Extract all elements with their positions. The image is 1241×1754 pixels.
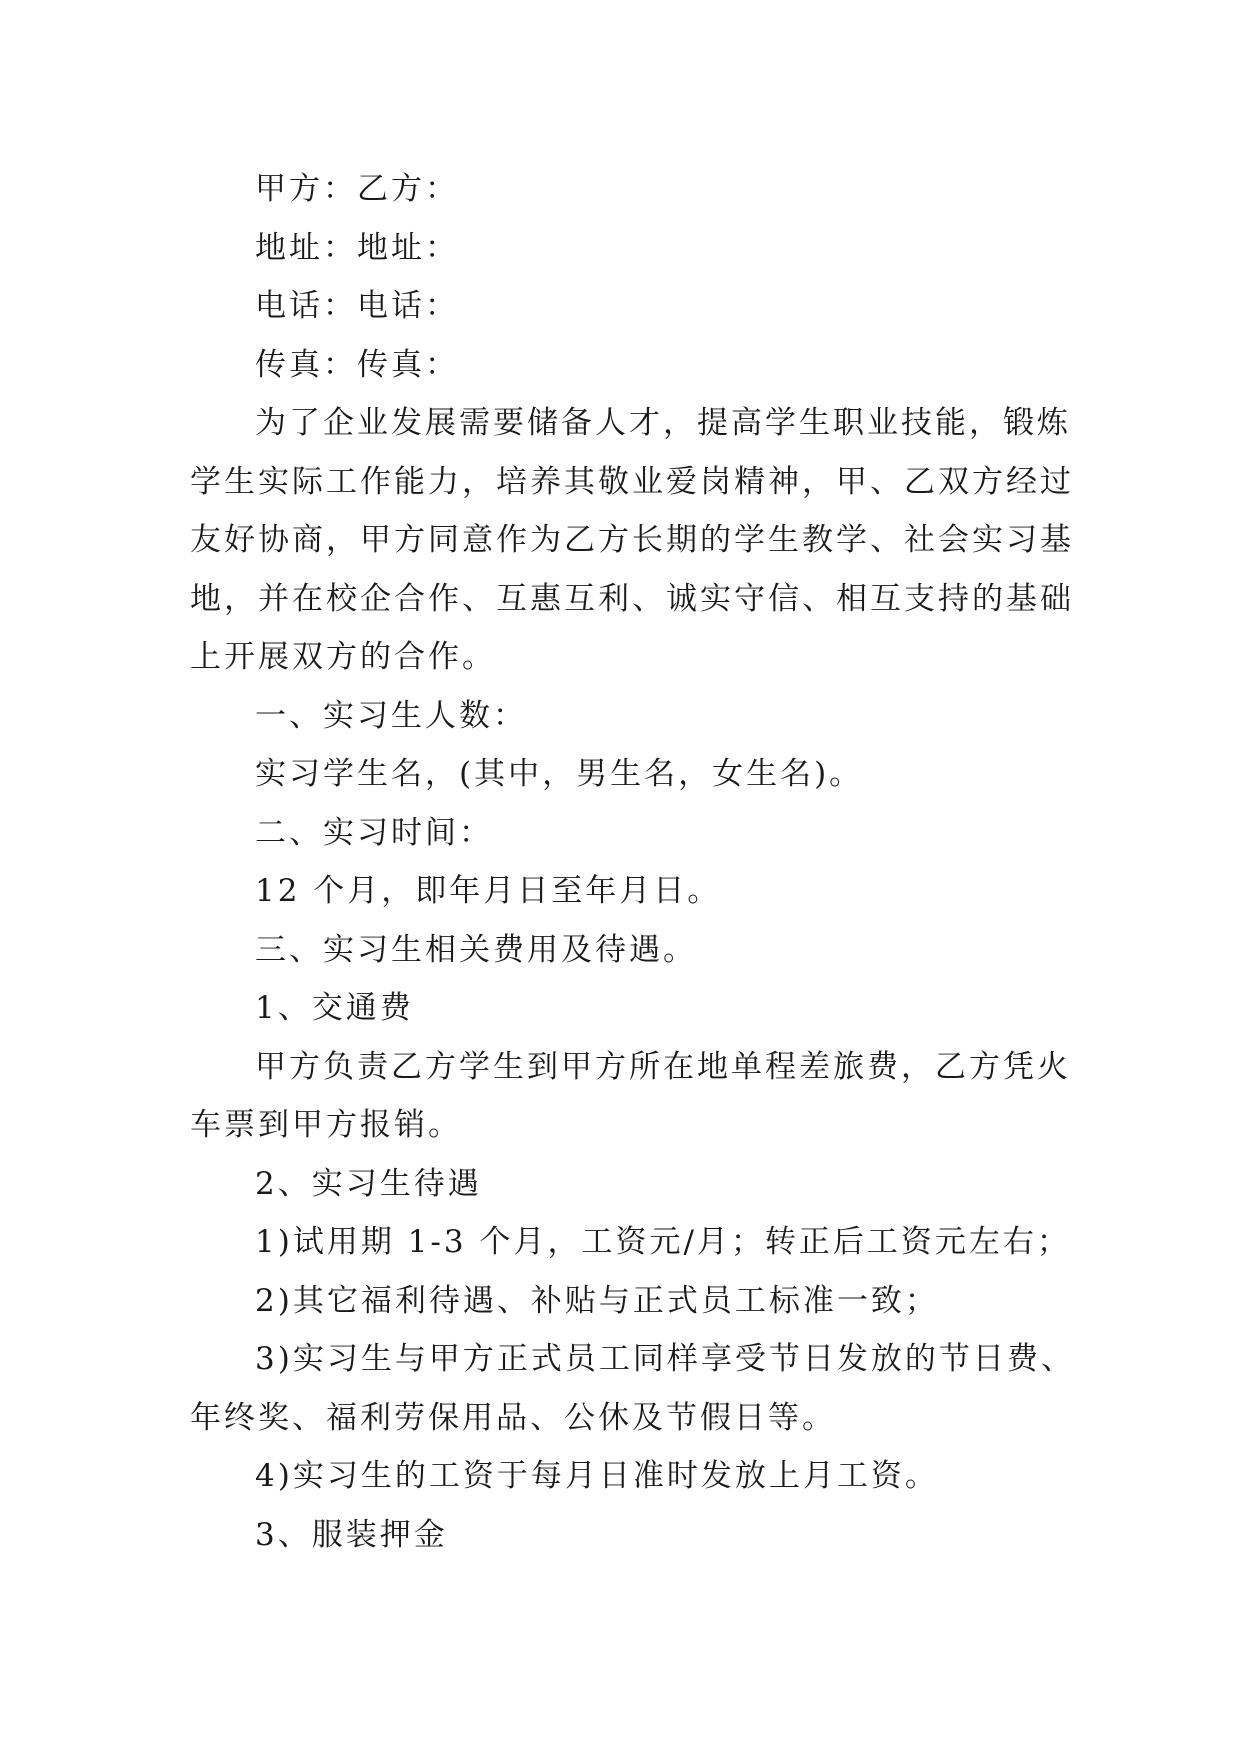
- section-heading: 三、实习生相关费用及待遇。: [255, 931, 697, 968]
- paragraph-line: 12 个月，即年月日至年月日。: [255, 873, 722, 909]
- address-line: 地址：地址：: [255, 229, 459, 266]
- fax-line: 传真：传真：: [255, 346, 459, 383]
- intro-paragraph-line: 地，并在校企合作、互惠互利、诚实守信、相互支持的基础: [190, 580, 1074, 617]
- section-heading: 一、实习生人数：: [255, 697, 527, 734]
- section-heading: 二、实习时间：: [255, 814, 493, 851]
- list-item-continuation: 年终奖、福利劳保用品、公休及节假日等。: [190, 1399, 836, 1436]
- list-item: 2)其它福利待遇、补贴与正式员工标准一致；: [255, 1282, 939, 1319]
- list-item: 3)实习生与甲方正式员工同样享受节日发放的节日费、: [255, 1341, 1075, 1377]
- party-line: 甲方：乙方：: [255, 171, 459, 207]
- document-body: [190, 160, 1075, 1564]
- paragraph-line: 实习学生名，(其中，男生名，女生名)。: [255, 756, 864, 792]
- intro-paragraph-line: 为了企业发展需要储备人才，提高学生职业技能，锻炼: [255, 405, 1071, 441]
- subsection-heading: 2、实习生待遇: [255, 1165, 482, 1202]
- intro-paragraph-line: 友好协商，甲方同意作为乙方长期的学生教学、社会实习基: [190, 522, 1074, 558]
- paragraph-line: 甲方负责乙方学生到甲方所在地单程差旅费，乙方凭火: [255, 1048, 1071, 1085]
- list-item: 4)实习生的工资于每月日准时发放上月工资。: [255, 1458, 939, 1494]
- list-item: 1)试用期 1-3 个月，工资元/月；转正后工资元左右；: [255, 1224, 1071, 1260]
- phone-line: 电话：电话：: [255, 288, 459, 324]
- subsection-heading: 1、交通费: [255, 990, 414, 1026]
- paragraph-line: 车票到甲方报销。: [190, 1107, 462, 1143]
- intro-paragraph-line: 上开展双方的合作。: [190, 639, 496, 675]
- intro-paragraph-line: 学生实际工作能力，培养其敬业爱岗精神，甲、乙双方经过: [190, 463, 1074, 500]
- subsection-heading: 3、服装押金: [255, 1516, 448, 1553]
